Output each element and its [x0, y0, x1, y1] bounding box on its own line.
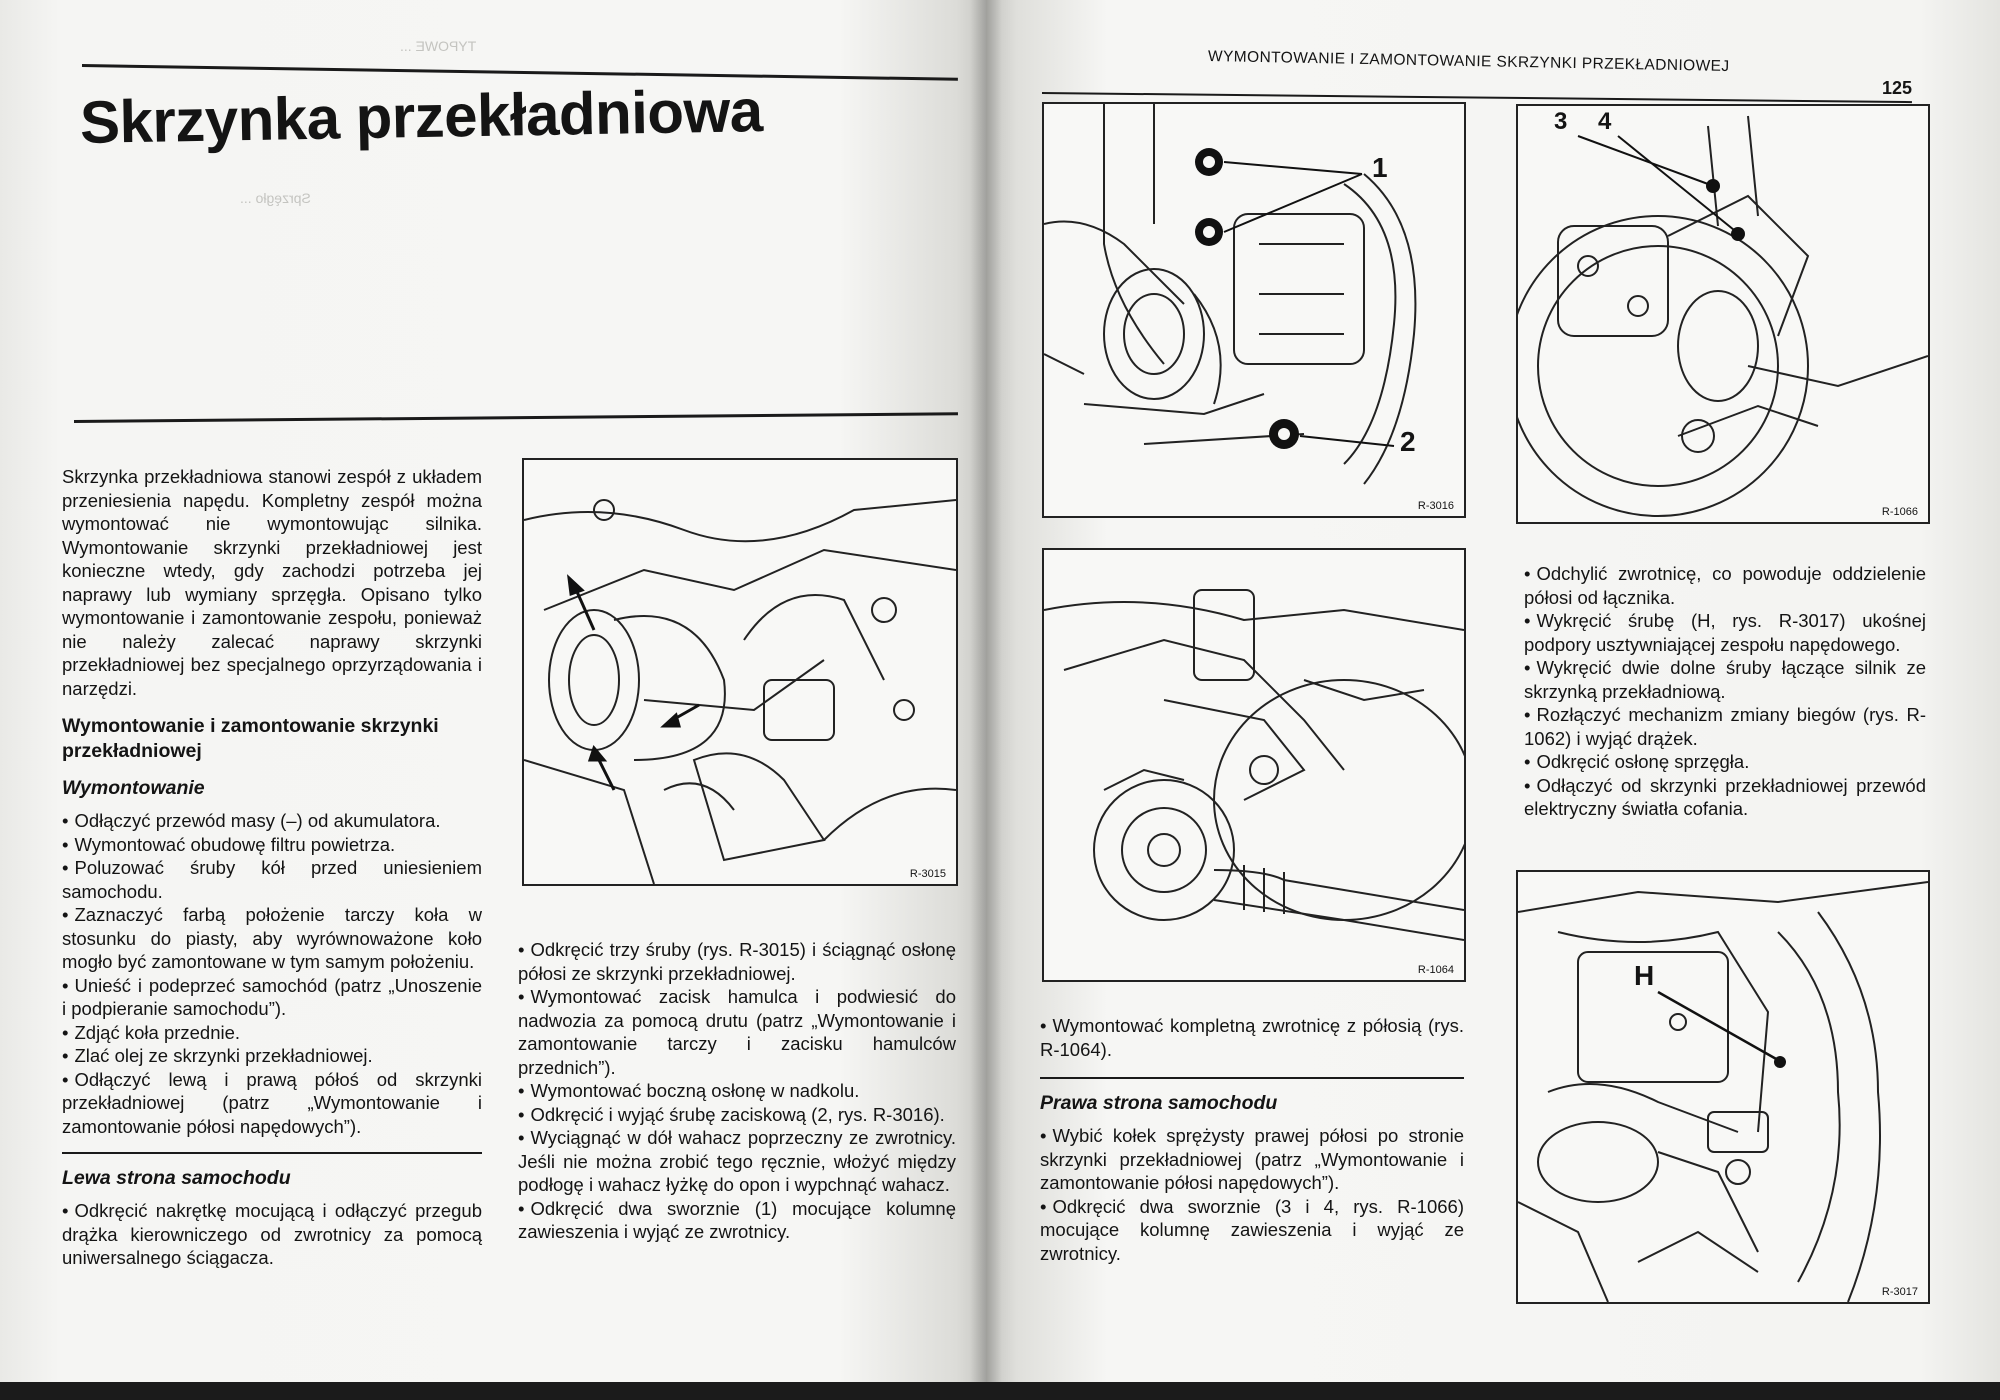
callout-2: 2: [1400, 426, 1416, 457]
show-through-text: Sprzęgło ...: [240, 190, 311, 206]
show-through-text: TYPOWE ...: [400, 38, 477, 54]
step-item: • Odkręcić trzy śruby (rys. R-3015) i ściągnąć osłonę półosi ze skrzynki przekładniowej.: [518, 938, 956, 985]
book-gutter: [970, 0, 1002, 1382]
step-item: • Wykręcić śrubę (H, rys. R-3017) ukośnej podpory usztywniającej zespołu napędowego.: [1524, 609, 1926, 656]
subsection-rule: [1040, 1077, 1464, 1079]
figure-r1064-drawing: [1044, 550, 1464, 980]
figure-r3017: [1516, 870, 1930, 1304]
left-page: [0, 0, 986, 1382]
figure-label: R-1064: [1417, 964, 1454, 976]
step-item: • Wyciągnąć w dół wahacz poprzeczny ze zwrotnicy. Jeśli nie można zrobić tego ręcznie, włożyć między podłogę i wahacz łyżkę do opon i wypchnąć wahacz.: [518, 1126, 956, 1197]
step-item: • Odkręcić dwa sworznie (1) mocujące kolumnę zawieszenia i wyjąć ze zwrotnicy.: [518, 1197, 956, 1244]
step-item: • Odłączyć od skrzynki przekładniowej przewód elektryczny światła cofania.: [1524, 774, 1926, 821]
top-rule: [82, 64, 958, 81]
step-item: • Unieść i podeprzeć samochód (patrz „Unoszenie i podpieranie samochodu”).: [62, 974, 482, 1021]
figure-r3015-drawing: [524, 460, 956, 884]
step-item: • Odłączyć przewód masy (–) od akumulatora.: [62, 809, 482, 833]
running-header: WYMONTOWANIE I ZAMONTOWANIE SKRZYNKI PRZEKŁADNIOWEJ: [1207, 48, 1730, 76]
step-item: • Odkręcić i wyjąć śrubę zaciskową (2, rys. R-3016).: [518, 1103, 956, 1127]
step-item: • Odłączyć lewą i prawą półoś od skrzynki przekładniowej (patrz „Wymontowanie i zamontowanie półosi napędowych”).: [62, 1068, 482, 1139]
figure-label: R-3016: [1417, 500, 1454, 512]
subsection-rule: [62, 1152, 482, 1154]
right-column-2: [1524, 562, 1926, 821]
step-item: • Zdjąć koła przednie.: [62, 1021, 482, 1045]
section-heading: Wymontowanie i zamontowanie skrzynki przekładniowej: [62, 715, 439, 762]
figure-r1064: [1042, 548, 1466, 982]
figure-r3017-drawing: [1518, 872, 1928, 1302]
figure-label: R-1066: [1881, 506, 1918, 518]
step-item: • Poluzować śruby kół przed uniesieniem samochodu.: [62, 856, 482, 903]
callout-3: 3: [1554, 108, 1568, 135]
step-item: • Wymontować kompletną zwrotnicę z półosią (rys. R-1064).: [1040, 1014, 1464, 1061]
step-item: • Odkręcić nakrętkę mocującą i odłączyć przegub drążka kierowniczego od zwrotnicy za pomocą uniwersalnego ściągacza.: [62, 1199, 482, 1270]
left-column-2: [518, 938, 956, 1244]
callout-1: 1: [1372, 152, 1388, 183]
intro-paragraph: Skrzynka przekładniowa stanowi zespół z układem przeniesienia napędu. Kompletny zespół można wymontować nie wymontowując silnika. Wymontowanie skrzynki przekładniowej jest konieczne wtedy, gdy zachodzi potrzeba jej naprawy lub wymiany sprzęgła. Opisano tylko wymontowanie i zamontowanie zespołu, ponieważ nie należy zalecać naprawy skrzynki przekładniowej bez specjalnego oprzyrządowania i narzędzi.: [62, 466, 482, 699]
figure-r3016: [1042, 102, 1466, 518]
step-item: • Odkręcić dwa sworznie (3 i 4, rys. R-1066) mocujące kolumnę zawieszenia i wyjąć ze zwrotnicy.: [1040, 1195, 1464, 1266]
page-title: Skrzynka przekładniowa: [79, 77, 764, 156]
step-item: • Wymontować boczną osłonę w nadkolu.: [518, 1079, 956, 1103]
figure-label: R-3015: [909, 868, 946, 880]
left-side-heading: Lewa strona samochodu: [62, 1167, 291, 1189]
figure-label: R-3017: [1881, 1286, 1918, 1298]
step-item: • Odkręcić osłonę sprzęgła.: [1524, 750, 1926, 774]
subheading-removal: Wymontowanie: [62, 777, 205, 799]
step-item: • Rozłączyć mechanizm zmiany biegów (rys. R-1062) i wyjąć drążek.: [1524, 703, 1926, 750]
step-item: • Wymontować zacisk hamulca i podwiesić do nadwozia za pomocą drutu (patrz „Wymontowanie i zamontowanie tarczy i zacisku hamulców przednich”).: [518, 985, 956, 1079]
figure-r1066: [1516, 104, 1930, 524]
section-rule: [74, 412, 958, 423]
right-side-heading: Prawa strona samochodu: [1040, 1092, 1278, 1114]
step-item: • Wykręcić dwie dolne śruby łączące silnik ze skrzynką przekładniową.: [1524, 656, 1926, 703]
step-item: • Zlać olej ze skrzynki przekładniowej.: [62, 1044, 482, 1068]
step-item: • Odchylić zwrotnicę, co powoduje oddzielenie półosi od łącznika.: [1524, 562, 1926, 609]
left-column-1: [62, 465, 482, 1270]
step-item: • Wymontować obudowę filtru powietrza.: [62, 833, 482, 857]
callout-4: 4: [1598, 108, 1612, 135]
figure-r1066-drawing: [1518, 106, 1928, 522]
page-number: 125: [1882, 78, 1913, 98]
right-page: [986, 0, 2000, 1382]
step-item: • Zaznaczyć farbą położenie tarczy koła w stosunku do piasty, aby wyrównoważone koło mogło być zamontowane w tym samym położeniu.: [62, 903, 482, 974]
right-column-1: [1040, 1014, 1464, 1265]
callout-h: H: [1634, 960, 1655, 991]
step-item: • Wybić kołek sprężysty prawej półosi po stronie skrzynki przekładniowej (patrz „Wymontowanie i zamontowanie półosi napędowych”).: [1040, 1124, 1464, 1195]
figure-r3015: [522, 458, 958, 886]
